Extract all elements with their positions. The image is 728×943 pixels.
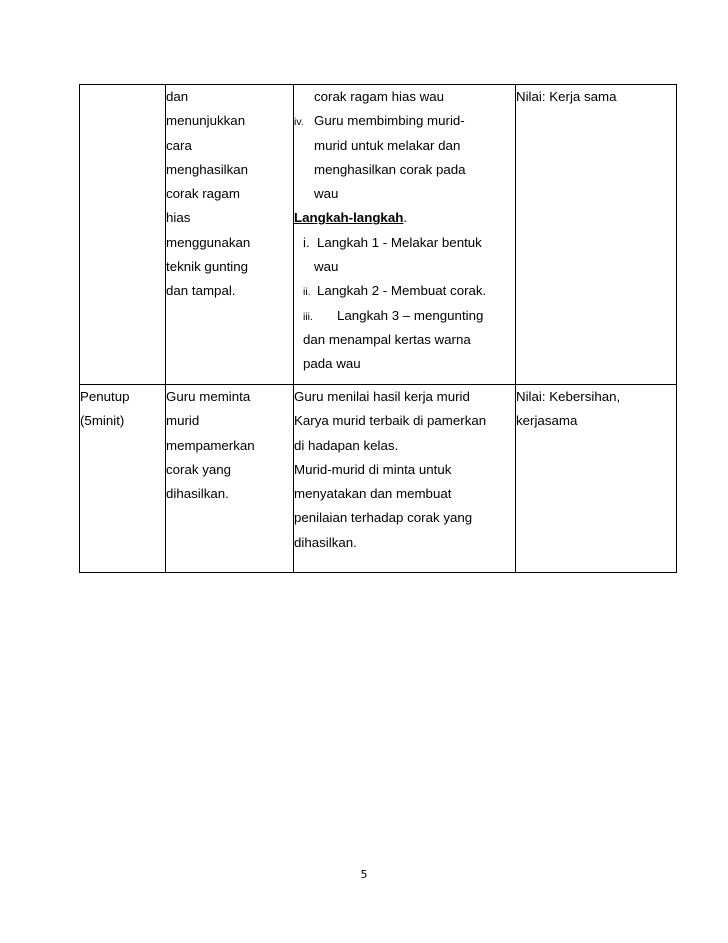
cell-line: corak ragam [166, 186, 240, 202]
cell-line: kerjasama [516, 413, 578, 429]
cell-line: Karya murid terbaik di pamerkan [294, 413, 487, 429]
list-item-step2 [294, 279, 515, 303]
cell-line: cara [166, 137, 192, 153]
table-cell-activity [166, 385, 294, 573]
cell-line: murid untuk melakar dan [314, 137, 461, 153]
cell-line: dihasilkan. [294, 534, 357, 550]
list-text: Guru membimbing murid- [314, 113, 465, 129]
cell-line: (5minit) [80, 413, 125, 429]
list-number: ii. [303, 286, 311, 299]
table-cell-phase [80, 85, 166, 385]
list-item-step3 [294, 304, 515, 328]
list-item-iv [294, 109, 515, 133]
list-number: iv. [294, 116, 304, 129]
cell-line: Nilai: Kebersihan, [516, 389, 621, 404]
cell-line: menyatakan dan membuat [294, 486, 452, 502]
cell-line: menghasilkan corak pada [314, 161, 466, 177]
cell-line: corak yang [166, 461, 232, 477]
table-row [80, 85, 677, 385]
cell-line: menghasilkan [166, 161, 249, 177]
table-cell-phase [80, 385, 166, 573]
cell-line: pada wau [303, 356, 361, 372]
page-number: 5 [360, 868, 368, 881]
cell-line: Nilai: Kerja sama [516, 89, 617, 104]
cell-line: dan menampal kertas warna [303, 331, 471, 347]
table-cell-values [516, 85, 677, 385]
cell-line: dan [166, 89, 189, 104]
cell-line: Guru meminta [166, 389, 251, 404]
steps-heading: Langkah-langkah [294, 210, 404, 226]
cell-line: dan tampal. [166, 283, 236, 299]
table-cell-activity [166, 85, 294, 385]
cell-line: wau [314, 186, 339, 202]
cell-line: dihasilkan. [166, 486, 229, 502]
cell-line: corak ragam hias wau [314, 89, 445, 104]
cell-line: Guru menilai hasil kerja murid [294, 389, 470, 404]
cell-line: penilaian terhadap corak yang [294, 510, 473, 526]
steps-heading-line [294, 206, 515, 230]
cell-line: menunjukkan [166, 113, 246, 129]
cell-line: Murid-murid di minta untuk [294, 461, 452, 477]
cell-line: murid [166, 413, 200, 429]
lesson-plan-table [79, 84, 677, 573]
list-text: Langkah 1 - Melakar bentuk [317, 234, 482, 250]
table-cell-teaching-steps [294, 385, 516, 573]
cell-line: Penutup [80, 389, 130, 404]
cell-line: hias [166, 210, 191, 226]
list-item-step1 [294, 231, 515, 255]
cell-line: wau [314, 259, 339, 275]
heading-suffix: . [403, 210, 408, 226]
table-row [80, 385, 677, 573]
cell-line: mempamerkan [166, 437, 255, 453]
list-text: Langkah 3 – mengunting [337, 307, 484, 323]
table-cell-values [516, 385, 677, 573]
cell-line: teknik gunting [166, 259, 249, 275]
list-text: Langkah 2 - Membuat corak. [317, 283, 487, 299]
cell-line: menggunakan [166, 234, 251, 250]
cell-line: di hadapan kelas. [294, 437, 399, 453]
list-number: i. [303, 234, 310, 250]
table-cell-teaching-steps [294, 85, 516, 385]
list-number: iii. [303, 310, 313, 323]
